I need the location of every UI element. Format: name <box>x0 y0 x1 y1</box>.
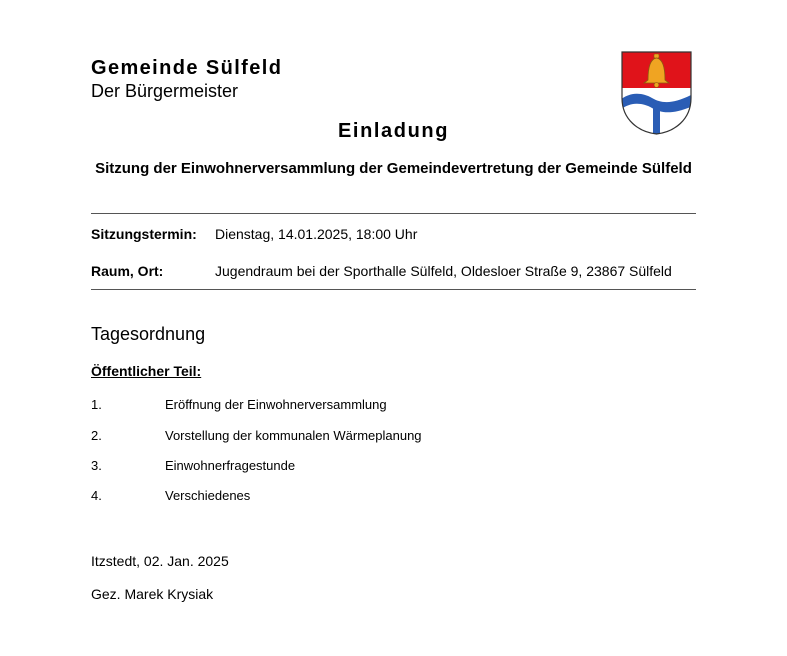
agenda-item-number: 4. <box>91 488 102 503</box>
agenda-item-text: Einwohnerfragestunde <box>165 458 296 473</box>
agenda-item-number: 1. <box>91 397 102 412</box>
signature-line: Gez. Marek Krysiak <box>91 586 214 602</box>
meeting-place-label: Raum, Ort: <box>91 263 164 279</box>
public-section-heading: Öffentlicher Teil: <box>91 363 202 379</box>
municipality-name: Gemeinde Sülfeld <box>91 57 283 79</box>
place-and-date: Itzstedt, 02. Jan. 2025 <box>91 553 229 569</box>
agenda-heading: Tagesordnung <box>91 324 206 344</box>
office-title: Der Bürgermeister <box>91 81 239 101</box>
divider-bottom <box>91 289 696 290</box>
meeting-date-label: Sitzungstermin: <box>91 226 197 242</box>
document-title: Einladung <box>337 120 450 142</box>
agenda-item-text: Vorstellung der kommunalen Wärmeplanung <box>165 428 422 443</box>
agenda-item-text: Verschiedenes <box>165 488 251 503</box>
meeting-place-value: Jugendraum bei der Sporthalle Sülfeld, Oldesloer Straße 9, 23867 Sülfeld <box>215 263 672 279</box>
agenda-item-number: 2. <box>91 428 102 443</box>
document-subtitle: Sitzung der Einwohnerversammlung der Gemeindevertretung der Gemeinde Sülfeld <box>95 160 692 177</box>
meeting-date-value: Dienstag, 14.01.2025, 18:00 Uhr <box>215 226 418 242</box>
divider-top <box>91 213 696 214</box>
agenda-item-text: Eröffnung der Einwohnerversammlung <box>165 397 387 412</box>
agenda-item-number: 3. <box>91 458 102 473</box>
